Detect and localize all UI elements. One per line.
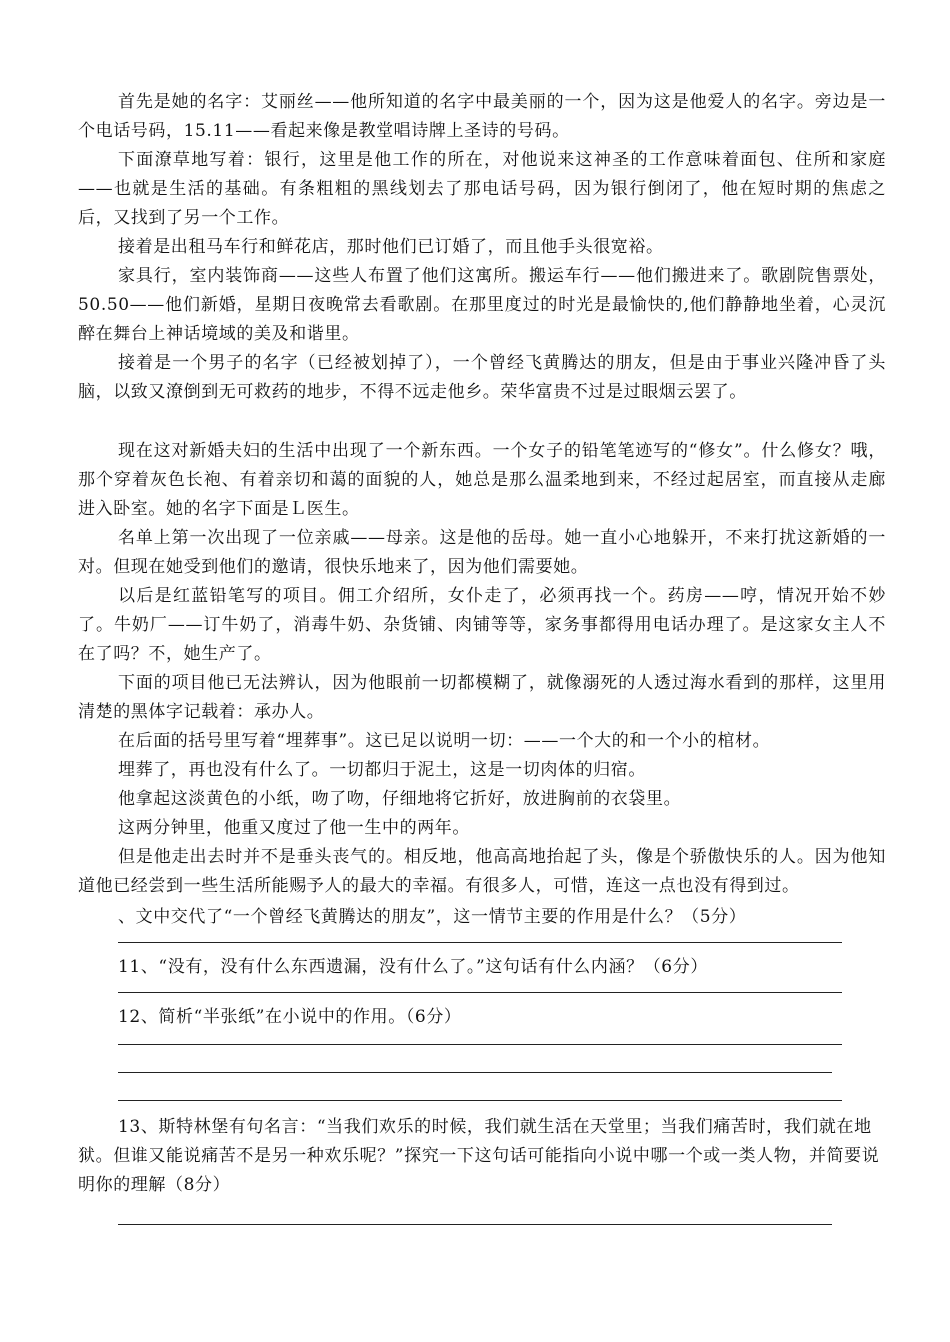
passage-paragraph: 但是他走出去时并不是垂头丧气的。相反地，他高高地抬起了头，像是个骄傲快乐的人。因为他知道他已经尝到一些生活所能赐予人的最大的幸福。有很多人，可惜，连这一点也没有得到过。: [78, 847, 886, 896]
answer-line[interactable]: [118, 1044, 842, 1045]
passage-paragraph: 在后面的括号里写着“埋葬事”。这已足以说明一切：——一个大的和一个小的棺材。: [118, 731, 771, 751]
passage-paragraph: 接着是出租马车行和鲜花店，那时他们已订婚了，而且他手头很宽裕。: [118, 237, 664, 257]
answer-line[interactable]: [118, 942, 842, 943]
passage-paragraph: 这两分钟里，他重又度过了他一生中的两年。: [118, 818, 470, 838]
passage-paragraph: 下面潦草地写着：银行，这里是他工作的所在，对他说来这神圣的工作意味着面包、住所和家庭——也就是生活的基础。有条粗粗的黑线划去了那电话号码，因为银行倒闭了，他在短时期的焦虑之后，又找到了另一个工作。: [78, 150, 886, 228]
passage-paragraph: 接着是一个男子的名字（已经被划掉了），一个曾经飞黄腾达的朋友，但是由于事业兴隆冲昏了头脑，以致又潦倒到无可救药的地步，不得不远走他乡。荣华富贵不过是过眼烟云罢了。: [78, 353, 886, 402]
passage-paragraph: 首先是她的名字：艾丽丝——他所知道的名字中最美丽的一个，因为这是他爱人的名字。旁边是一个电话号码，15.11——看起来像是教堂唱诗牌上圣诗的号码。: [78, 92, 886, 141]
answer-line[interactable]: [118, 992, 842, 993]
question-13: 13、斯特林堡有句名言：“当我们欢乐的时候，我们就生活在天堂里；当我们痛苦时，我们就在地狱。但谁又能说痛苦不是另一种欢乐呢？”探究一下这句话可能指向小说中哪一个或一类人物，并简要说明你的理解（8分）: [78, 1117, 880, 1195]
passage-paragraph: 他拿起这淡黄色的小纸，吻了吻，仔细地将它折好，放进胸前的衣袋里。: [118, 789, 682, 809]
passage-paragraph: 下面的项目他已无法辨认，因为他眼前一切都模糊了，就像溺死的人透过海水看到的那样，这里用清楚的黑体字记载着：承办人。: [78, 673, 886, 722]
answer-line[interactable]: [118, 1100, 842, 1101]
question-12: 12、简析“半张纸”在小说中的作用。（6分）: [118, 1007, 462, 1027]
passage-paragraph: 以后是红蓝铅笔写的项目。佣工介绍所，女仆走了，必须再找一个。药房——哼，情况开始不妙了。牛奶厂——订牛奶了，消毒牛奶、杂货铺、肉铺等等，家务事都得用电话办理了。是这家女主人不在了吗？不，她生产了。: [78, 586, 886, 664]
paragraph-gap: [78, 407, 886, 437]
passage-paragraph: 现在这对新婚夫妇的生活中出现了一个新东西。一个女子的铅笔笔迹写的“修女”。什么修女？哦，那个穿着灰色长袍、有着亲切和蔼的面貌的人，她总是那么温柔地到来，不经过起居室，而直接从走廊进入卧室。她的名字下面是Ｌ医生。: [78, 441, 886, 519]
passage-paragraph: 家具行，室内装饰商——这些人布置了他们这寓所。搬运车行——他们搬进来了。歌剧院售票处，50.50——他们新婚，星期日夜晚常去看歌剧。在那里度过的时光是最愉快的,他们静静地坐着，心灵沉醉在舞台上神话境域的美及和谐里。: [78, 266, 886, 344]
passage-paragraph: 埋葬了，再也没有什么了。一切都归于泥土，这是一切肉体的归宿。: [118, 760, 646, 780]
answer-line[interactable]: [118, 1072, 832, 1073]
question-10: 、文中交代了“一个曾经飞黄腾达的朋友”，这一情节主要的作用是什么？（5分）: [118, 907, 747, 927]
question-11: 11、“没有，没有什么东西遗漏，没有什么了。”这句话有什么内涵？（6分）: [118, 957, 708, 977]
answer-line[interactable]: [118, 1224, 832, 1225]
document-page: [78, 88, 886, 1225]
passage-paragraph: 名单上第一次出现了一位亲戚——母亲。这是他的岳母。她一直小心地躲开，不来打扰这新婚的一对。但现在她受到他们的邀请，很快乐地来了，因为他们需要她。: [78, 528, 886, 577]
